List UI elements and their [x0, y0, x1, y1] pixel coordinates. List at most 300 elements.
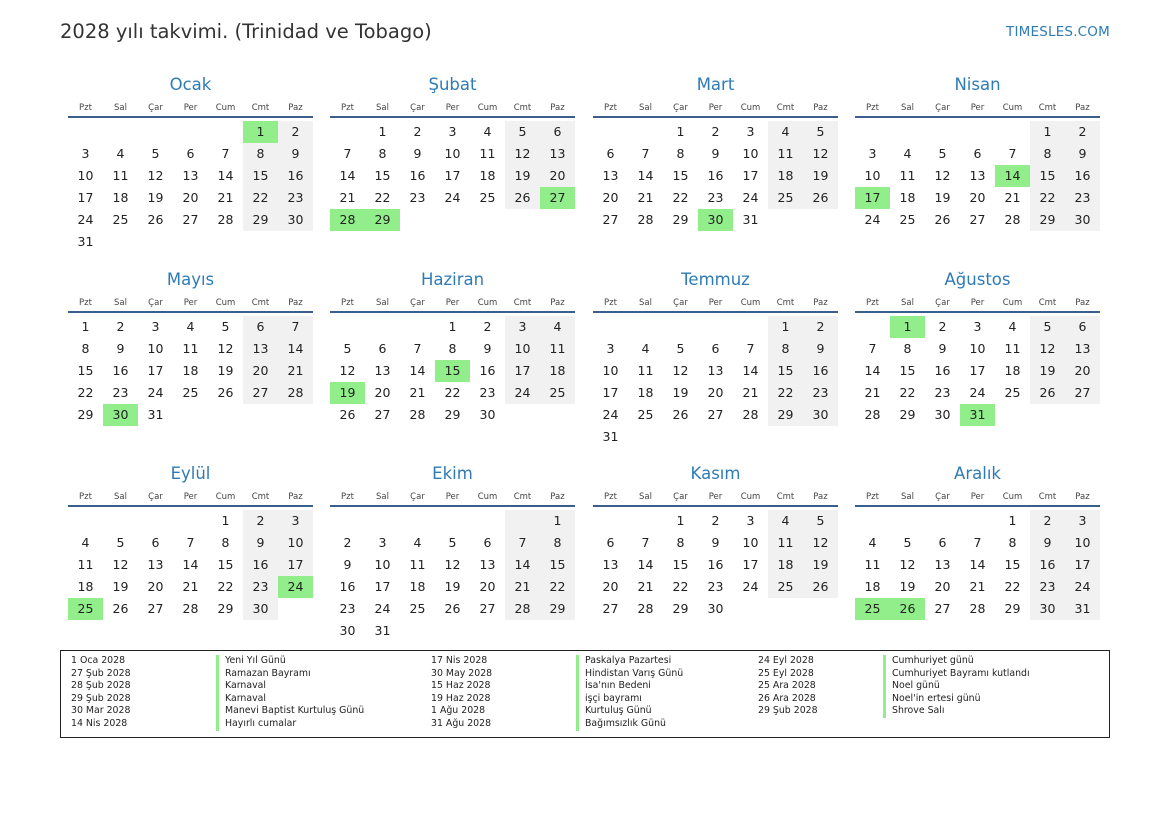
day-cell: 16	[707, 168, 724, 183]
day-cell: 21	[182, 579, 199, 594]
day-cell: 13	[602, 557, 619, 572]
weekday-label: Per	[970, 103, 985, 113]
day-cell: 20	[147, 579, 164, 594]
weekday-label: Paz	[550, 103, 565, 113]
month-name: Temmuz	[681, 270, 750, 289]
day-cell: 13	[934, 557, 951, 572]
day-cell: 24	[602, 407, 619, 422]
day-cell: 6	[378, 341, 387, 356]
day-cell: 5	[938, 146, 947, 161]
weekday-label: Per	[445, 103, 460, 113]
day-cell: 9	[1065, 143, 1100, 165]
legend-name-column	[576, 655, 683, 731]
weekday-label: Paz	[813, 103, 828, 113]
day-cell: 2	[343, 535, 352, 550]
day-cell: 25	[409, 601, 426, 616]
day-cell: 23	[479, 385, 496, 400]
weekday-label: Çar	[410, 103, 425, 113]
legend-date-column	[431, 655, 492, 731]
day-cell: 19	[672, 385, 689, 400]
day-cell: 15	[672, 168, 689, 183]
day-cell: 22	[899, 385, 916, 400]
day-cell: 9	[243, 532, 278, 554]
legend-date: 31 Ağu 2028	[431, 717, 492, 729]
day-cell: 16	[278, 165, 313, 187]
day-cell: 17	[278, 554, 313, 576]
day-cell: 29	[444, 407, 461, 422]
day-cell: 28	[505, 598, 540, 620]
day-cell: 15	[217, 557, 234, 572]
holiday-day-cell: 17	[855, 187, 890, 209]
day-cell: 5	[151, 146, 160, 161]
day-cell: 8	[243, 143, 278, 165]
month-divider	[68, 311, 313, 313]
holiday-day-cell: 15	[435, 360, 470, 382]
day-cell: 3	[378, 535, 387, 550]
day-cell: 12	[934, 168, 951, 183]
day-cell: 7	[413, 341, 422, 356]
day-cell: 8	[676, 146, 685, 161]
day-cell: 21	[409, 385, 426, 400]
day-cell: 16	[1065, 165, 1100, 187]
day-cell: 10	[147, 341, 164, 356]
day-cell: 26	[803, 187, 838, 209]
day-cell: 15	[672, 557, 689, 572]
day-cell: 16	[1030, 554, 1065, 576]
weekday-label: Per	[708, 298, 723, 308]
day-cell: 6	[243, 316, 278, 338]
day-cell: 9	[803, 338, 838, 360]
day-cell: 27	[182, 212, 199, 227]
day-cell: 12	[444, 557, 461, 572]
weekday-label: Paz	[550, 298, 565, 308]
month-name: Mart	[696, 75, 735, 94]
day-cell: 4	[768, 121, 803, 143]
day-cell: 11	[768, 143, 803, 165]
day-cell: 9	[278, 143, 313, 165]
legend-name-column	[216, 655, 364, 731]
weekday-label: Cmt	[513, 298, 532, 308]
day-cell: 14	[864, 363, 881, 378]
weekday-label: Paz	[813, 492, 828, 502]
day-cell: 10	[505, 338, 540, 360]
holiday-day-cell: 1	[243, 121, 278, 143]
day-cell: 22	[374, 190, 391, 205]
weekday-label: Paz	[1075, 298, 1090, 308]
day-cell: 20	[479, 579, 496, 594]
day-cell: 13	[479, 557, 496, 572]
weekday-label: Çar	[673, 103, 688, 113]
day-cell: 28	[637, 601, 654, 616]
weekday-label: Cmt	[251, 298, 270, 308]
weekday-label: Pzt	[604, 492, 617, 502]
legend-date: 29 Şub 2028	[758, 705, 818, 717]
weekday-label: Sal	[376, 492, 389, 502]
weekday-label: Sal	[901, 103, 914, 113]
day-cell: 14	[339, 168, 356, 183]
day-cell: 25	[768, 187, 803, 209]
day-cell: 17	[77, 190, 94, 205]
day-cell: 26	[147, 212, 164, 227]
legend-date: 24 Eyl 2028	[758, 655, 814, 666]
day-cell: 13	[147, 557, 164, 572]
holiday-day-cell: 14	[995, 165, 1030, 187]
weekday-label: Çar	[935, 492, 950, 502]
day-cell: 8	[221, 535, 230, 550]
day-cell: 24	[77, 212, 94, 227]
day-cell: 25	[1004, 385, 1021, 400]
holiday-day-cell: 29	[365, 209, 400, 231]
weekday-label: Cmt	[776, 492, 795, 502]
day-cell: 10	[278, 532, 313, 554]
day-cell: 29	[672, 212, 689, 227]
day-cell: 23	[707, 190, 724, 205]
weekday-label: Per	[445, 298, 460, 308]
legend-date: 28 Şub 2028	[71, 680, 131, 692]
holiday-day-cell: 25	[855, 598, 890, 620]
legend-date: 1 Oca 2028	[71, 655, 126, 666]
day-cell: 29	[540, 598, 575, 620]
weekday-label: Cum	[477, 103, 498, 113]
month-name: Ağustos	[944, 270, 1011, 289]
legend-holiday-name: Noel günü	[883, 680, 1030, 693]
day-cell: 4	[768, 510, 803, 532]
day-cell: 7	[641, 535, 650, 550]
day-cell: 14	[637, 168, 654, 183]
day-cell: 19	[934, 190, 951, 205]
day-cell: 6	[606, 535, 615, 550]
day-cell: 21	[742, 385, 759, 400]
legend-holiday-name: Ramazan Bayramı	[216, 668, 364, 681]
day-cell: 18	[77, 579, 94, 594]
day-cell: 21	[969, 579, 986, 594]
day-cell: 23	[1065, 187, 1100, 209]
weekday-label: Pzt	[79, 298, 92, 308]
day-cell: 26	[112, 601, 129, 616]
day-cell: 9	[413, 146, 422, 161]
day-cell: 30	[1065, 209, 1100, 231]
day-cell: 26	[505, 187, 540, 209]
day-cell: 11	[637, 363, 654, 378]
day-cell: 7	[278, 316, 313, 338]
day-cell: 28	[409, 407, 426, 422]
day-cell: 29	[899, 407, 916, 422]
brand-link[interactable]: TIMESLES.COM	[1006, 24, 1110, 40]
weekday-label: Cum	[1002, 298, 1023, 308]
month-divider	[593, 505, 838, 507]
day-cell: 20	[243, 360, 278, 382]
weekday-label: Sal	[114, 298, 127, 308]
day-cell: 27	[707, 407, 724, 422]
day-cell: 2	[1065, 121, 1100, 143]
day-cell: 29	[77, 407, 94, 422]
day-cell: 22	[540, 576, 575, 598]
day-cell: 20	[707, 385, 724, 400]
day-cell: 24	[1065, 576, 1100, 598]
day-cell: 27	[602, 601, 619, 616]
weekday-label: Cum	[477, 492, 498, 502]
day-cell: 22	[768, 382, 803, 404]
day-cell: 25	[540, 382, 575, 404]
day-cell: 9	[483, 341, 492, 356]
day-cell: 30	[479, 407, 496, 422]
day-cell: 21	[864, 385, 881, 400]
day-cell: 7	[505, 532, 540, 554]
day-cell: 23	[112, 385, 129, 400]
day-cell: 7	[641, 146, 650, 161]
legend-holiday-name: Bağımsızlık Günü	[576, 718, 683, 731]
day-cell: 24	[969, 385, 986, 400]
day-cell: 29	[672, 601, 689, 616]
day-cell: 6	[1065, 316, 1100, 338]
weekday-label: Per	[445, 492, 460, 502]
day-cell: 3	[868, 146, 877, 161]
day-cell: 2	[116, 319, 125, 334]
day-cell: 30	[339, 623, 356, 638]
day-cell: 12	[339, 363, 356, 378]
legend-date: 30 Mar 2028	[71, 705, 131, 717]
day-cell: 7	[1008, 146, 1017, 161]
holiday-day-cell: 30	[698, 209, 733, 231]
day-cell: 13	[1065, 338, 1100, 360]
legend-date: 15 Haz 2028	[431, 680, 491, 692]
day-cell: 14	[409, 363, 426, 378]
day-cell: 26	[803, 576, 838, 598]
weekday-label: Çar	[148, 492, 163, 502]
day-cell: 16	[707, 557, 724, 572]
day-cell: 21	[339, 190, 356, 205]
weekday-label: Sal	[639, 492, 652, 502]
day-cell: 3	[448, 124, 457, 139]
day-cell: 8	[81, 341, 90, 356]
day-cell: 15	[77, 363, 94, 378]
day-cell: 21	[217, 190, 234, 205]
day-cell: 30	[934, 407, 951, 422]
legend-holiday-name: İsa'nın Bedeni	[576, 680, 683, 693]
day-cell: 31	[602, 429, 619, 444]
day-cell: 25	[479, 190, 496, 205]
day-cell: 26	[1030, 382, 1065, 404]
day-cell: 11	[479, 146, 496, 161]
day-cell: 19	[147, 190, 164, 205]
legend-date: 29 Şub 2028	[71, 692, 131, 704]
weekday-label: Sal	[901, 298, 914, 308]
holiday-day-cell: 1	[890, 316, 925, 338]
legend-date: 19 Haz 2028	[431, 692, 491, 704]
holiday-day-cell: 24	[278, 576, 313, 598]
weekday-label: Cum	[740, 492, 761, 502]
day-cell: 5	[448, 535, 457, 550]
day-cell: 27	[147, 601, 164, 616]
day-cell: 13	[182, 168, 199, 183]
day-cell: 28	[182, 601, 199, 616]
day-cell: 15	[540, 554, 575, 576]
day-cell: 16	[479, 363, 496, 378]
day-cell: 10	[742, 535, 759, 550]
day-cell: 17	[147, 363, 164, 378]
day-cell: 8	[676, 535, 685, 550]
weekday-label: Paz	[813, 298, 828, 308]
day-cell: 9	[938, 341, 947, 356]
day-cell: 22	[243, 187, 278, 209]
day-cell: 1	[676, 513, 685, 528]
day-cell: 21	[505, 576, 540, 598]
legend-holiday-name: Kurtuluş Günü	[576, 705, 683, 718]
day-cell: 13	[374, 363, 391, 378]
weekday-label: Paz	[288, 103, 303, 113]
day-cell: 2	[938, 319, 947, 334]
day-cell: 27	[374, 407, 391, 422]
day-cell: 31	[742, 212, 759, 227]
weekday-label: Çar	[935, 103, 950, 113]
day-cell: 27	[934, 601, 951, 616]
day-cell: 29	[1030, 209, 1065, 231]
weekday-label: Cum	[740, 298, 761, 308]
day-cell: 12	[505, 143, 540, 165]
day-cell: 4	[1008, 319, 1017, 334]
day-cell: 1	[1030, 121, 1065, 143]
day-cell: 24	[864, 212, 881, 227]
weekday-label: Cmt	[776, 103, 795, 113]
legend-holiday-name: Cumhuriyet günü	[883, 655, 1030, 668]
day-cell: 2	[803, 316, 838, 338]
day-cell: 28	[969, 601, 986, 616]
day-cell: 13	[969, 168, 986, 183]
day-cell: 4	[641, 341, 650, 356]
day-cell: 15	[1030, 165, 1065, 187]
day-cell: 19	[899, 579, 916, 594]
day-cell: 20	[602, 579, 619, 594]
day-cell: 14	[278, 338, 313, 360]
weekday-label: Paz	[288, 492, 303, 502]
day-cell: 11	[864, 557, 881, 572]
day-cell: 9	[711, 146, 720, 161]
day-cell: 21	[1004, 190, 1021, 205]
month-name: Ocak	[169, 75, 212, 94]
day-cell: 22	[444, 385, 461, 400]
day-cell: 28	[217, 212, 234, 227]
day-cell: 17	[374, 579, 391, 594]
day-cell: 26	[444, 601, 461, 616]
day-cell: 18	[1004, 363, 1021, 378]
day-cell: 25	[899, 212, 916, 227]
day-cell: 5	[803, 510, 838, 532]
legend-date-column	[71, 655, 131, 731]
day-cell: 21	[637, 579, 654, 594]
holiday-day-cell: 31	[960, 404, 995, 426]
weekday-label: Sal	[901, 492, 914, 502]
weekday-label: Çar	[148, 298, 163, 308]
day-cell: 15	[374, 168, 391, 183]
day-cell: 6	[973, 146, 982, 161]
day-cell: 9	[343, 557, 352, 572]
day-cell: 3	[606, 341, 615, 356]
day-cell: 10	[444, 146, 461, 161]
day-cell: 16	[243, 554, 278, 576]
day-cell: 28	[637, 212, 654, 227]
weekday-label: Per	[708, 103, 723, 113]
day-cell: 30	[707, 601, 724, 616]
day-cell: 9	[711, 535, 720, 550]
day-cell: 19	[112, 579, 129, 594]
day-cell: 29	[217, 601, 234, 616]
day-cell: 12	[112, 557, 129, 572]
weekday-label: Cum	[215, 492, 236, 502]
day-cell: 24	[374, 601, 391, 616]
weekday-label: Pzt	[79, 103, 92, 113]
day-cell: 3	[505, 316, 540, 338]
month-divider	[68, 116, 313, 118]
day-cell: 26	[672, 407, 689, 422]
weekday-label: Çar	[148, 103, 163, 113]
day-cell: 22	[217, 579, 234, 594]
day-cell: 27	[1065, 382, 1100, 404]
day-cell: 8	[1030, 143, 1065, 165]
day-cell: 14	[969, 557, 986, 572]
day-cell: 20	[1065, 360, 1100, 382]
day-cell: 28	[864, 407, 881, 422]
day-cell: 8	[1008, 535, 1017, 550]
day-cell: 7	[186, 535, 195, 550]
day-cell: 24	[505, 382, 540, 404]
weekday-label: Paz	[1075, 103, 1090, 113]
day-cell: 31	[77, 234, 94, 249]
month-divider	[593, 116, 838, 118]
weekday-label: Pzt	[79, 492, 92, 502]
day-cell: 5	[676, 341, 685, 356]
day-cell: 3	[973, 319, 982, 334]
day-cell: 2	[483, 319, 492, 334]
day-cell: 13	[243, 338, 278, 360]
day-cell: 14	[637, 557, 654, 572]
weekday-label: Çar	[935, 298, 950, 308]
month-name: Nisan	[954, 75, 1001, 94]
day-cell: 25	[768, 576, 803, 598]
legend-holiday-name: Noel'in ertesi günü	[883, 693, 1030, 706]
day-cell: 16	[934, 363, 951, 378]
day-cell: 13	[540, 143, 575, 165]
weekday-label: Pzt	[341, 492, 354, 502]
day-cell: 8	[378, 146, 387, 161]
weekday-label: Pzt	[341, 298, 354, 308]
month-name: Haziran	[420, 270, 485, 289]
day-cell: 2	[711, 513, 720, 528]
day-cell: 16	[409, 168, 426, 183]
weekday-label: Cmt	[251, 103, 270, 113]
day-cell: 22	[1004, 579, 1021, 594]
day-cell: 6	[938, 535, 947, 550]
day-cell: 29	[768, 404, 803, 426]
day-cell: 5	[505, 121, 540, 143]
legend-holiday-name: Cumhuriyet Bayramı kutlandı	[883, 668, 1030, 681]
weekday-label: Sal	[639, 298, 652, 308]
month-name: Ekim	[432, 464, 473, 483]
weekday-label: Paz	[288, 298, 303, 308]
legend-holiday-name: Shrove Salı	[883, 705, 1030, 718]
legend-date: 25 Eyl 2028	[758, 667, 814, 679]
day-cell: 1	[768, 316, 803, 338]
weekday-label: Cum	[477, 298, 498, 308]
day-cell: 28	[742, 407, 759, 422]
day-cell: 6	[711, 341, 720, 356]
weekday-label: Cmt	[1038, 103, 1057, 113]
day-cell: 4	[483, 124, 492, 139]
day-cell: 12	[803, 532, 838, 554]
legend-holiday-name: Hayırlı cumalar	[216, 718, 364, 731]
day-cell: 12	[1030, 338, 1065, 360]
day-cell: 3	[1065, 510, 1100, 532]
day-cell: 5	[903, 535, 912, 550]
